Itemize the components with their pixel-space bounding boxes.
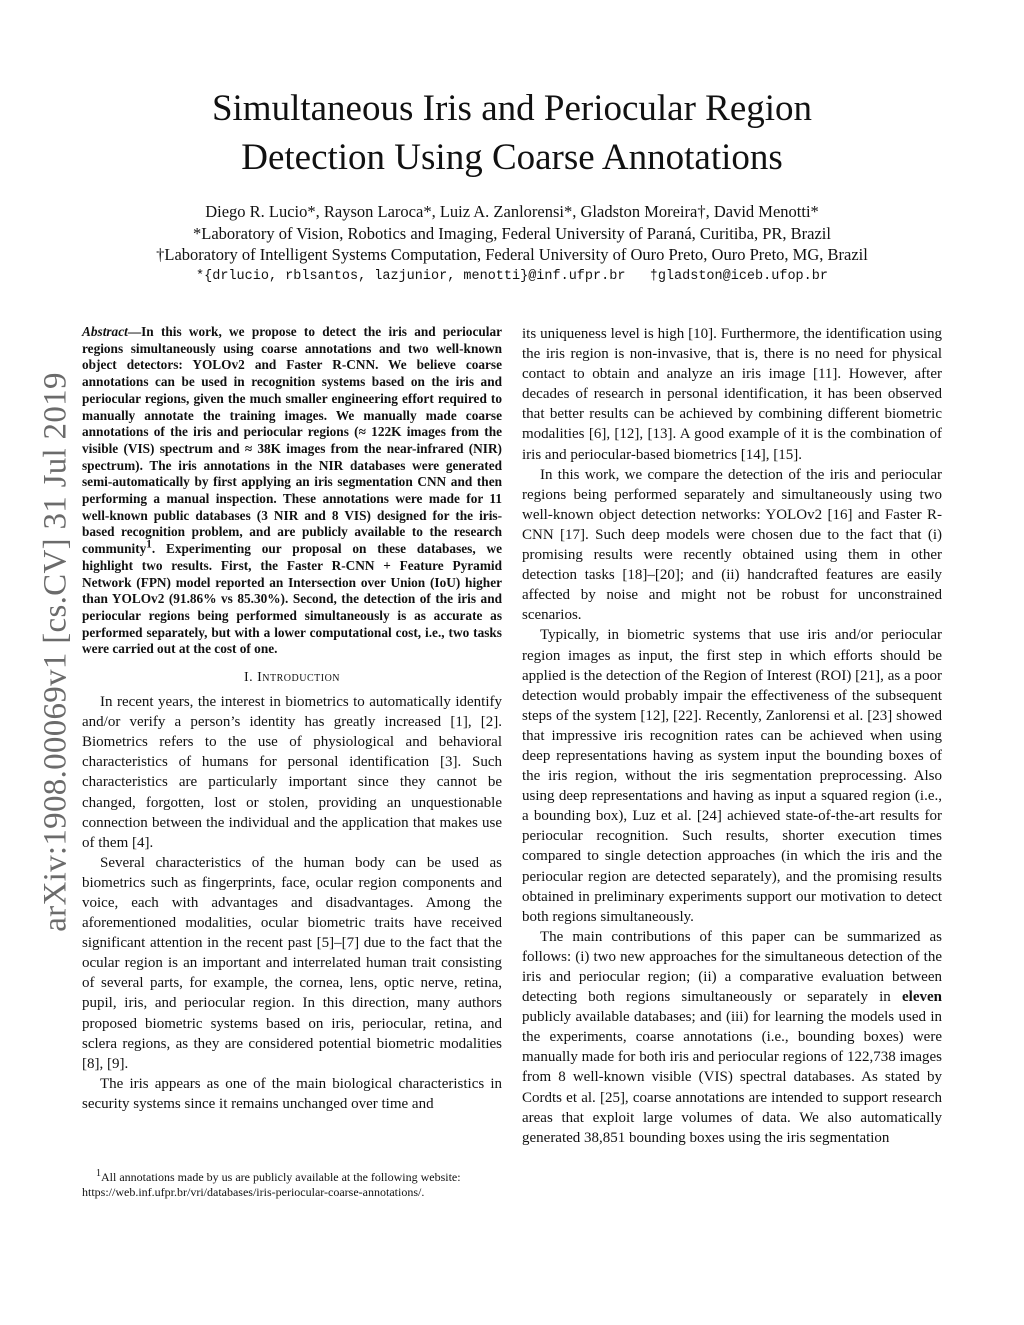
title-line-2: Detection Using Coarse Annotations — [241, 137, 783, 178]
right-paragraph-4 — [522, 927, 942, 1148]
abstract — [82, 324, 502, 658]
footnote-mark: 1 — [96, 1168, 101, 1179]
contrib-text-1: The main contributions of this paper can be summarized as follows: (i) two new approaches for the simultaneous detection of the iris and periocular region; (ii) a comparative evaluation between detecting both regions simultaneously or separately in — [522, 928, 942, 1006]
title-line-1: Simultaneous Iris and Periocular Region — [211, 88, 813, 129]
abstract-text-cont: . Experimenting our proposal on these databases, we highlight two results. First, the Faster R-CNN + Feature Pyramid Network (FPN) model reported an Intersection over Union (IoU) higher than YOLOv2 (91.86% vs 85.30%). Second, the detection of the iris and periocular regions being performed simultaneously is as accurate as performed separately, but with a lower computational cost, i.e., two tasks were carried out at the cost of one. — [82, 541, 502, 657]
footnote — [82, 1170, 502, 1200]
footnote-ref: 1 — [146, 538, 152, 551]
footnote-text: All annotations made by us are publicly available at the following website: https://web.inf.ufpr.br/vri/databases/iris-periocular-coarse-annotations/. — [82, 1170, 461, 1199]
affiliation-2: †Laboratory of Intelligent Systems Computation, Federal University of Ouro Preto, Ouro Preto, MG, Brazil — [156, 245, 868, 264]
author-block — [0, 201, 1024, 287]
arxiv-id: arXiv:1908.00069v1 [cs.CV] 31 Jul 2019 — [37, 372, 74, 932]
contrib-text-2: publicly available databases; and (iii) for learning the models used in the experiments, coarse annotations (i.e., bounding boxes) were manually made for both iris and periocular regions of 122,738 images from 8 well-known visible (VIS) spectral databases. As stated by Cordts et al. [25], coarse annotations are intended to support research areas that exploit large volumes of data. We also automatically generated 38,851 bounding boxes using the iris segmentation — [522, 1009, 942, 1146]
right-paragraph-3: Typically, in biometric systems that use iris and/or periocular region images as input, the first step in which efforts should be applied is the detection of the Region of Interest (ROI) [21], as a poor detection would probably impair the effectiveness of the subsequent steps of the system [12], [22]. Recently, Zanlorensi et al. [23] showed that impressive iris recognition rates can be achieved when using deep representations having as system input the bounding boxes of the iris region, without the iris segmentation preprocessing. Also using deep representations and having as input a squared region (i.e., a bounding box), Luz et al. [24] achieved state-of-the-art results for periocular recognition. Such results, shorter execution times compared to single detection approaches (in which the iris and the periocular region are detected separately), and the promising results obtained in preliminary experiments support our motivation to detect both regions simultaneously. — [522, 627, 942, 925]
intro-paragraph-3: The iris appears as one of the main biological characteristics in security systems since it remains unchanged over time and — [82, 1075, 502, 1112]
contrib-bold: eleven — [902, 989, 942, 1006]
abstract-text: —In this work, we propose to detect the iris and periocular regions simultaneously using coarse annotations and two well-known object detectors: YOLOv2 and Faster R-CNN. We believe coarse annotations can be used in recognition systems based on the iris and periocular regions, given the much smaller engineering effort required to manually annotate the training images. We manually made coarse annotations of the iris and periocular regions (≈ 122K images from the visible (VIS) spectrum and ≈ 38K images from the near-infrared (NIR) spectrum). The iris annotations in the NIR databases were generated semi-automatically by first applying an iris segmentation CNN and then performing a manual inspection. These annotations were made for 11 well-known public databases (3 NIR and 8 VIS) designed for the iris-based recognition problem, and are publicly available to the research community — [82, 324, 502, 557]
paper-title — [0, 84, 1024, 182]
right-column — [522, 324, 942, 1148]
section-title: Introduction — [257, 670, 341, 686]
section-heading-introduction — [82, 670, 502, 686]
right-paragraph-2: In this work, we compare the detection of the iris and periocular regions being performed separately and simultaneously using two well-known object detection networks: YOLOv2 [16] and Faster R-CNN [17]. Such deep models were chosen due to the fact that (i) promising results were recently obtained using them in other detection tasks [18]–[20]; and (ii) handcrafted features are easily affected by noise and might not be robust for unconstrained scenarios. — [522, 466, 942, 624]
affiliation-1: *Laboratory of Vision, Robotics and Imaging, Federal University of Paraná, Curitiba, PR, Brazil — [193, 223, 831, 243]
abstract-lead: Abstract — [82, 324, 128, 339]
intro-paragraph-1: In recent years, the interest in biometrics to automatically identify and/or verify a person’s identity has greatly increased [1], [2]. Biometrics refers to the use of physiological and behavioral characteristics of humans for personal identification [3]. Such characteristics are particularly important since they cannot be changed, forgotten, lost or stolen, providing an unquestionable connection between the individual and the application that makes use of them [4]. — [82, 694, 502, 851]
section-number: I. — [243, 670, 258, 686]
author-names: Diego R. Lucio*, Rayson Laroca*, Luiz A. Zanlorensi*, Gladston Moreira†, David Menotti* — [205, 202, 819, 221]
intro-paragraph-2: Several characteristics of the human body can be used as biometrics such as fingerprints, face, ocular region components and voice, each with advantages and disadvantages. Among the aforementioned modalities, ocular biometric traits have received significant attention in the recent past [5]–[7] due to the fact that the ocular region is an important and interrelated human trait consisting of several parts, for example, the cornea, lens, optic nerve, retina, pupil, iris, and periocular region. In this direction, many authors proposed biometric systems based on iris, periocular, retina, and sclera regions, as they are considered potential biometric modalities [8], [9]. — [82, 854, 502, 1072]
footnote-body — [82, 1170, 502, 1200]
right-paragraph-1: its uniqueness level is high [10]. Furthermore, the identification using the iris region is non-invasive, that is, there is no need for physical contact to obtain and analyze an iris image [11]. However, after decades of research in personal identification, it has been observed that better results can be achieved by combining different biometric modalities [6], [12], [13]. A good example of it is the combination of iris and periocular-based biometrics [14], [15]. — [522, 326, 942, 463]
author-emails: *{drlucio, rblsantos, lazjunior, menotti}@inf.ufpr.br †gladston@iceb.ufop.br — [196, 268, 828, 284]
left-column — [82, 324, 502, 1114]
